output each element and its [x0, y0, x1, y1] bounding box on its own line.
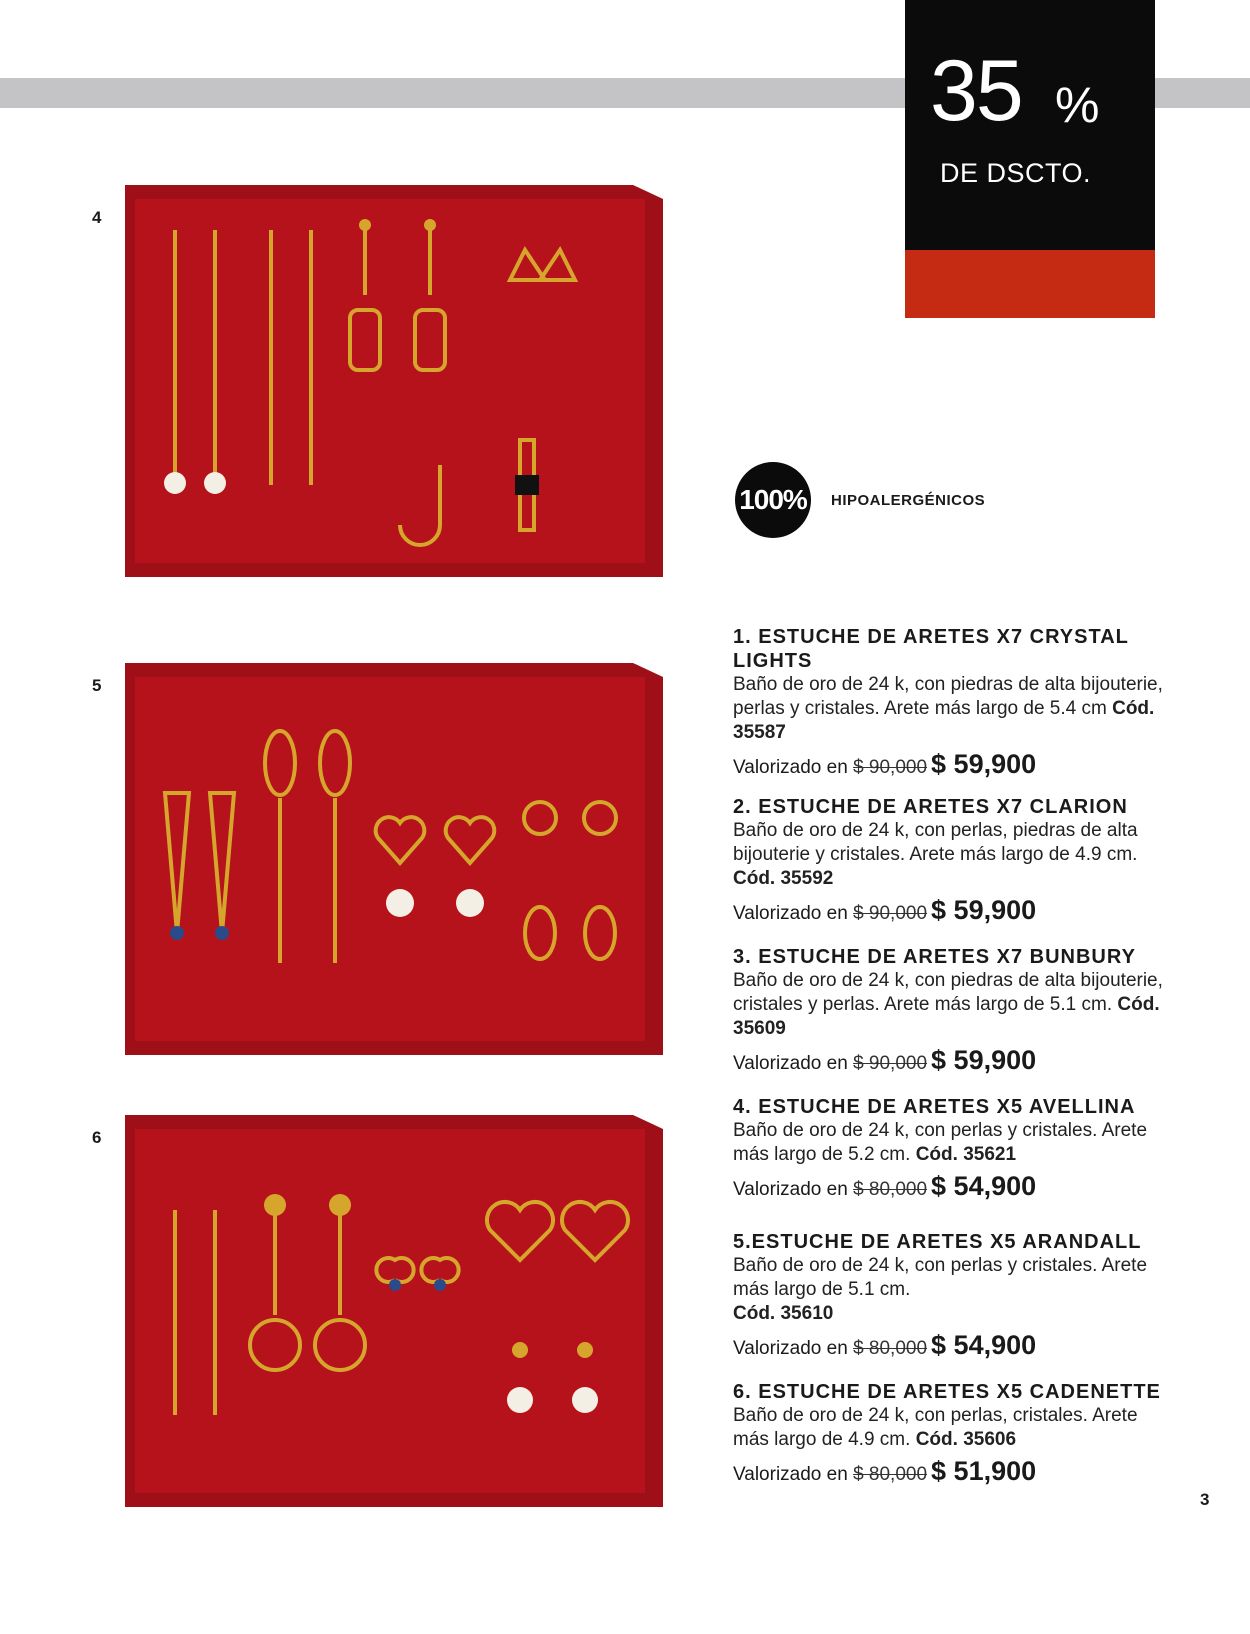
product-code: Cód. 35610 [733, 1303, 834, 1324]
product-item [733, 1230, 1173, 1361]
old-price: $ 90,000 [853, 757, 928, 778]
tray-label-6: 6 [92, 1128, 102, 1147]
product-price-row: Valorizado en $ 80,000 $ 54,900 [733, 1171, 1037, 1201]
product-code: Cód. 35592 [733, 868, 834, 889]
new-price: $ 59,900 [931, 749, 1037, 779]
product-title: 6. ESTUCHE DE ARETES X5 CADENETTE [733, 1381, 1161, 1403]
product-item [733, 795, 1173, 926]
product-description: Baño de oro de 24 k, con perlas, piedras de alta bijouterie y cristales. Arete más largo de 4.9 cm. Cód. 35592 [733, 820, 1138, 889]
discount-number: 35 [930, 43, 1022, 139]
earring-tray-image-5 [125, 663, 663, 1055]
hypoallergenic-circle: 100% [735, 462, 811, 538]
old-price: $ 80,000 [853, 1464, 928, 1485]
product-item [733, 1095, 1173, 1202]
product-code: Cód. 35587 [733, 698, 1155, 743]
product-item [733, 945, 1173, 1076]
product-title: 3. ESTUCHE DE ARETES X7 BUNBURY [733, 946, 1136, 968]
discount-text: DE DSCTO. [940, 158, 1092, 188]
page-number: 3 [1200, 1490, 1210, 1509]
product-code: Cód. 35621 [915, 1144, 1017, 1165]
old-price: $ 90,000 [853, 903, 928, 924]
old-price: $ 80,000 [853, 1338, 928, 1359]
product-price-row: Valorizado en $ 90,000 $ 59,900 [733, 895, 1037, 925]
product-code: Cód. 35609 [733, 994, 1160, 1039]
product-price-row: Valorizado en $ 90,000 $ 59,900 [733, 1045, 1037, 1075]
product-title: 1. ESTUCHE DE ARETES X7 CRYSTAL LIGHTS [733, 626, 1129, 672]
new-price: $ 59,900 [931, 895, 1037, 925]
product-description: Baño de oro de 24 k, con perlas y cristales. Arete más largo de 5.2 cm. Cód. 35621 [733, 1120, 1148, 1165]
hypoallergenic-badge [735, 462, 985, 538]
new-price: $ 51,900 [931, 1456, 1037, 1486]
new-price: $ 54,900 [931, 1330, 1037, 1360]
product-description: Baño de oro de 24 k, con piedras de alta bijouterie, cristales y perlas. Arete más largo de 5.1 cm. Cód. 35609 [733, 970, 1163, 1039]
tray-label-4: 4 [92, 208, 102, 227]
discount-badge-red-strip [905, 250, 1155, 318]
old-price: $ 90,000 [853, 1053, 928, 1074]
earring-tray-image-6 [125, 1115, 663, 1507]
product-price-row: Valorizado en $ 80,000 $ 54,900 [733, 1330, 1037, 1360]
product-title: 2. ESTUCHE DE ARETES X7 CLARION [733, 796, 1128, 818]
product-description: Baño de oro de 24 k, con piedras de alta bijouterie, perlas y cristales. Arete más largo de 5.4 cm Cód. 35587 [733, 674, 1163, 743]
product-description: Baño de oro de 24 k, con perlas, cristales. Arete más largo de 4.9 cm. Cód. 35606 [733, 1405, 1138, 1450]
product-price-row: Valorizado en $ 80,000 $ 51,900 [733, 1456, 1037, 1486]
product-title: 4. ESTUCHE DE ARETES X5 AVELLINA [733, 1096, 1136, 1118]
product-title: 5.ESTUCHE DE ARETES X5 ARANDALL [733, 1231, 1142, 1253]
new-price: $ 59,900 [931, 1045, 1037, 1075]
old-price: $ 80,000 [853, 1179, 928, 1200]
discount-percent-sign: % [1055, 77, 1100, 133]
product-item [733, 625, 1173, 780]
product-price-row: Valorizado en $ 90,000 $ 59,900 [733, 749, 1037, 779]
new-price: $ 54,900 [931, 1171, 1037, 1201]
product-item [733, 1380, 1173, 1487]
hypoallergenic-label: HIPOALERGÉNICOS [831, 491, 986, 509]
product-code: Cód. 35606 [915, 1429, 1017, 1450]
earring-tray-image-4 [125, 185, 663, 577]
product-description: Baño de oro de 24 k, con perlas y cristales. Arete más largo de 5.1 cm. Cód. 35610 [733, 1255, 1148, 1324]
tray-label-5: 5 [92, 676, 102, 695]
